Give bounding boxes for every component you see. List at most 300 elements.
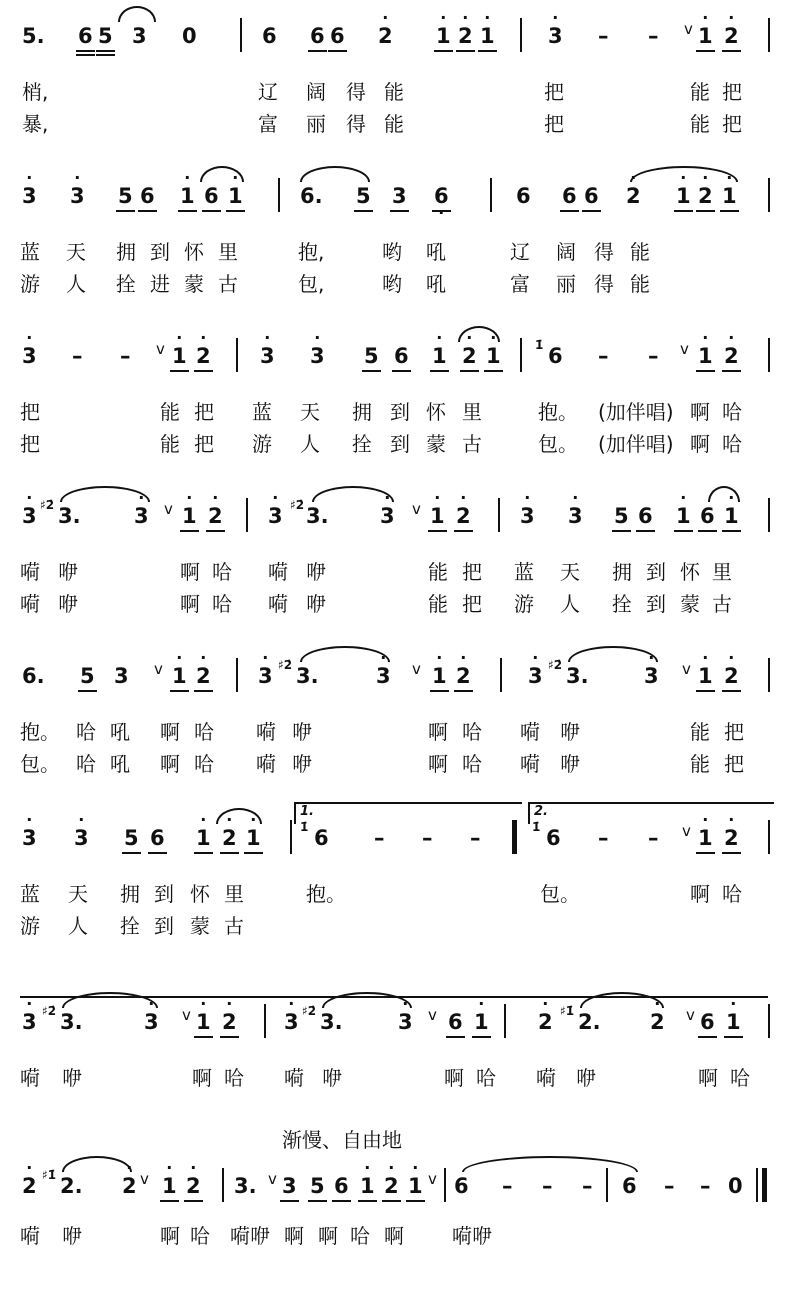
note-value: 3.: [566, 664, 589, 688]
lyric-syllable: 嗬咿: [452, 1224, 492, 1248]
lyric-syllable: 啊: [180, 592, 200, 616]
note-value: 5.: [22, 24, 45, 48]
duration-underline: [696, 852, 715, 854]
grace-note: 1̇: [535, 338, 544, 352]
note: [432, 648, 447, 688]
duration-underline: [194, 690, 213, 692]
lyric-syllable: 怀: [426, 400, 446, 424]
octave-dot-above: ·: [74, 168, 81, 187]
note: [376, 648, 391, 688]
lyric-syllable: 怀: [190, 882, 210, 906]
duration-underline: [78, 690, 97, 692]
octave-dot-above: ·: [460, 648, 467, 667]
note: [70, 168, 85, 208]
octave-dot-above: ·: [190, 1158, 197, 1177]
lyric-syllable: 咿: [62, 1224, 82, 1248]
note: [562, 184, 577, 208]
breath-mark: v: [682, 660, 691, 678]
note-value: 0: [728, 1174, 743, 1198]
note: [60, 1010, 83, 1034]
note: [724, 8, 739, 48]
octave-dot-above: ·: [702, 810, 709, 829]
lyric-syllable: 哈: [76, 752, 96, 776]
lyric-syllable: 游: [252, 432, 272, 456]
tie-slur: [580, 992, 664, 1013]
note: [208, 488, 223, 528]
duration-underline: [582, 210, 601, 212]
note-value: –: [598, 826, 609, 850]
duration-underline: [148, 852, 167, 854]
notation-row: [0, 10, 789, 60]
lyric-syllable: 哈: [350, 1224, 370, 1248]
octave-dot-above: ·: [26, 994, 33, 1013]
lyric-syllable: 拴: [612, 592, 632, 616]
note-value: –: [72, 344, 83, 368]
note: [72, 344, 83, 368]
note: [22, 664, 45, 688]
note-value: 2: [122, 1174, 137, 1198]
note: [700, 1010, 715, 1034]
note-value: 2: [196, 664, 211, 688]
note: [700, 504, 715, 528]
lyric-syllable: 把: [462, 560, 482, 584]
duration-underline: [612, 530, 631, 532]
note: [98, 24, 113, 48]
note: [300, 184, 323, 208]
note: [380, 488, 395, 528]
note-value: 6.: [300, 184, 323, 208]
duration-underline: [696, 370, 715, 372]
note: [384, 1158, 399, 1198]
duration-underline: [456, 50, 475, 52]
tie-slur: [568, 646, 658, 667]
octave-dot-above: ·: [264, 328, 271, 347]
note-value: 6: [454, 1174, 469, 1198]
grace-note: ♯1̇: [560, 1004, 575, 1018]
note-value: 2.: [60, 1174, 83, 1198]
note-value: 1: [436, 24, 451, 48]
note: [456, 648, 471, 688]
note: [364, 344, 379, 368]
note-value: 2: [724, 826, 739, 850]
lyric-syllable: 嗬咿: [230, 1224, 270, 1248]
lyric-syllable: 到: [154, 914, 174, 938]
note-value: 3: [310, 344, 325, 368]
note: [568, 488, 583, 528]
notation-row: [0, 490, 789, 540]
note: [58, 504, 81, 528]
lyric-syllable: 把: [194, 400, 214, 424]
lyric-syllable: 啊: [318, 1224, 338, 1248]
note-value: 3: [282, 1174, 297, 1198]
note-value: 1: [430, 504, 445, 528]
lyric-syllable: 哈: [190, 1224, 210, 1248]
bar-line: [490, 178, 492, 212]
note-value: 6: [622, 1174, 637, 1198]
lyric-syllable: 啊: [690, 400, 710, 424]
octave-dot-above: ·: [730, 994, 737, 1013]
lyric-syllable: 哈: [212, 592, 232, 616]
lyric-syllable: 蓝: [20, 240, 40, 264]
note-value: 3: [260, 344, 275, 368]
note: [566, 664, 589, 688]
duration-underline: [96, 50, 115, 52]
lyric-syllable: 蓝: [20, 882, 40, 906]
duration-underline: [160, 1200, 179, 1202]
duration-underline: [472, 1036, 491, 1038]
note: [626, 168, 641, 208]
octave-dot-above: ·: [436, 328, 443, 347]
duration-underline: [696, 50, 715, 52]
note: [196, 810, 211, 850]
note: [502, 1174, 513, 1198]
note: [196, 994, 211, 1034]
octave-dot-above: ·: [460, 488, 467, 507]
note-value: –: [470, 826, 481, 850]
note-value: –: [422, 826, 433, 850]
octave-dot-above: ·: [200, 810, 207, 829]
duration-underline: [358, 1200, 377, 1202]
duration-underline: [454, 690, 473, 692]
lyric-syllable: 拥: [116, 240, 136, 264]
duration-underline: [698, 1036, 717, 1038]
note: [486, 328, 501, 368]
note-value: 6: [700, 1010, 715, 1034]
note-value: 3.: [320, 1010, 343, 1034]
lyric-syllable: 咿: [292, 752, 312, 776]
tie-slur: [462, 1156, 638, 1172]
lyric-syllable: 人: [66, 272, 86, 296]
note: [584, 184, 599, 208]
note-value: 1: [722, 184, 737, 208]
duration-underline: [698, 530, 717, 532]
lyric-syllable: 哈: [722, 882, 742, 906]
duration-underline: [138, 210, 157, 212]
note: [330, 24, 345, 48]
note-value: 1: [196, 826, 211, 850]
lyric-syllable: 能: [690, 752, 710, 776]
note-value: 6: [310, 24, 325, 48]
note-value: 3: [548, 24, 563, 48]
note: [120, 344, 131, 368]
note: [724, 648, 739, 688]
lyric-syllable: 嗬: [520, 752, 540, 776]
lyric-syllable: 啊: [690, 432, 710, 456]
octave-dot-above: ·: [212, 488, 219, 507]
lyric-syllable: 拴: [352, 432, 372, 456]
lyric-syllable: 天: [66, 240, 86, 264]
lyric-syllable: 能: [428, 560, 448, 584]
bar-line: [444, 1168, 446, 1202]
tie-slur: [322, 992, 412, 1013]
note-value: 6: [584, 184, 599, 208]
note: [320, 1010, 343, 1034]
duration-underline: [194, 370, 213, 372]
note: [458, 8, 473, 48]
octave-dot-above: ·: [484, 8, 491, 27]
note: [542, 1174, 553, 1198]
note: [196, 328, 211, 368]
note: [676, 168, 691, 208]
note-value: 3.: [58, 504, 81, 528]
lyric-syllable: 古: [224, 914, 244, 938]
duration-underline: [722, 50, 741, 52]
lyric-syllable: 抱。: [306, 882, 346, 906]
lyric-syllable: 啊: [444, 1066, 464, 1090]
note-value: 1: [676, 184, 691, 208]
lyric-syllable: 把: [722, 112, 742, 136]
note-value: 1: [698, 24, 713, 48]
duration-underline: [636, 530, 655, 532]
tie-slur: [300, 646, 390, 667]
note-value: 5: [80, 664, 95, 688]
note: [698, 648, 713, 688]
note: [134, 488, 149, 528]
lyric-syllable: 吼: [110, 752, 130, 776]
note-value: 6: [140, 184, 155, 208]
note: [140, 184, 155, 208]
note: [728, 1174, 743, 1198]
octave-dot-above: ·: [288, 994, 295, 1013]
duration-underline: [722, 852, 741, 854]
duration-underline: [432, 210, 451, 212]
lyric-line: [0, 716, 789, 746]
note: [456, 488, 471, 528]
note: [722, 168, 737, 208]
lyric-syllable: 能: [630, 272, 650, 296]
note-value: 3: [528, 664, 543, 688]
lyric-line: [0, 1220, 789, 1250]
duration-underline: [460, 370, 479, 372]
note: [228, 168, 243, 208]
tempo-marking: 渐慢、自由地: [282, 1128, 402, 1152]
bar-line: [246, 498, 248, 532]
lyric-syllable: 到: [646, 560, 666, 584]
breath-mark: v: [682, 822, 691, 840]
note-value: 6: [314, 826, 329, 850]
octave-dot-above: ·: [434, 488, 441, 507]
lyric-syllable: 能: [630, 240, 650, 264]
lyric-syllable: 啊: [160, 720, 180, 744]
lyric-syllable: 丽: [556, 272, 576, 296]
note: [436, 8, 451, 48]
note: [724, 328, 739, 368]
note-value: 1: [432, 344, 447, 368]
note: [546, 826, 561, 850]
note: [462, 328, 477, 368]
note-value: 1: [360, 1174, 375, 1198]
duration-underline: [170, 370, 189, 372]
note: [186, 1158, 201, 1198]
lyric-syllable: 古: [218, 272, 238, 296]
note-value: 3: [376, 664, 391, 688]
notation-row: [0, 996, 789, 1046]
lyric-line: [0, 396, 789, 426]
note: [310, 328, 325, 368]
duration-underline: [76, 54, 95, 56]
note-value: 2: [698, 184, 713, 208]
duration-underline: [328, 50, 347, 52]
lyric-syllable: 把: [544, 112, 564, 136]
lyric-syllable: 啊: [284, 1224, 304, 1248]
lyric-syllable: 蓝: [252, 400, 272, 424]
note: [310, 24, 325, 48]
octave-dot-above: ·: [462, 8, 469, 27]
duration-underline: [220, 852, 239, 854]
duration-underline: [390, 210, 409, 212]
lyric-syllable: 抱。: [538, 400, 578, 424]
note: [454, 1174, 469, 1198]
score-system: [0, 996, 789, 1126]
lyric-syllable: 嗬: [20, 592, 40, 616]
lyric-syllable: 嗬: [20, 1224, 40, 1248]
bar-line: [520, 338, 522, 372]
note-value: 1: [676, 504, 691, 528]
note: [726, 994, 741, 1034]
note-value: 6: [448, 1010, 463, 1034]
note: [182, 24, 197, 48]
note: [180, 168, 195, 208]
duration-underline: [484, 370, 503, 372]
grace-note: ♯2̇: [40, 498, 55, 512]
octave-dot-above: ·: [680, 488, 687, 507]
note: [144, 994, 159, 1034]
lyric-syllable: 富: [258, 112, 278, 136]
note: [422, 826, 433, 850]
note-value: 1: [196, 1010, 211, 1034]
duration-underline: [220, 1036, 239, 1038]
lyric-syllable: 人: [560, 592, 580, 616]
octave-dot-above: ·: [226, 810, 233, 829]
note-value: 1: [726, 1010, 741, 1034]
note: [516, 184, 531, 208]
note: [392, 184, 407, 208]
note-value: 1: [172, 344, 187, 368]
octave-dot-above: ·: [226, 994, 233, 1013]
duration-underline: [722, 370, 741, 372]
note: [650, 994, 665, 1034]
repeat-end-bar: [512, 820, 517, 854]
note-value: 3: [520, 504, 535, 528]
note-value: 3: [568, 504, 583, 528]
lyric-line: [0, 428, 789, 458]
grace-note: ♯2̇: [42, 1004, 57, 1018]
lyric-syllable: 咿: [560, 752, 580, 776]
duration-underline: [280, 1200, 299, 1202]
bar-line: [498, 498, 500, 532]
lyric-syllable: 人: [68, 914, 88, 938]
note-value: 5: [310, 1174, 325, 1198]
note-value: 3.: [60, 1010, 83, 1034]
final-bar-thin: [756, 1168, 758, 1202]
note: [196, 648, 211, 688]
duration-underline: [202, 210, 221, 212]
octave-dot-above: ·: [542, 994, 549, 1013]
section-divider: [20, 996, 768, 998]
note: [644, 648, 659, 688]
lyric-syllable: 梢,: [22, 80, 49, 104]
lyric-syllable: 哈: [194, 752, 214, 776]
note: [648, 344, 659, 368]
note-value: 1: [486, 344, 501, 368]
note-value: 3: [380, 504, 395, 528]
note: [360, 1158, 375, 1198]
duration-underline: [724, 1036, 743, 1038]
note-value: 2: [222, 826, 237, 850]
duration-underline: [170, 690, 189, 692]
octave-dot-above: ·: [380, 648, 387, 667]
notation-row: [0, 170, 789, 220]
note: [182, 488, 197, 528]
note-value: 6: [204, 184, 219, 208]
note-value: 6: [334, 1174, 349, 1198]
octave-dot-above: ·: [272, 488, 279, 507]
octave-dot-above: ·: [490, 328, 497, 347]
breath-mark: v: [412, 660, 421, 678]
note-value: 3: [74, 826, 89, 850]
note: [470, 826, 481, 850]
lyric-syllable: 啊: [160, 752, 180, 776]
lyric-syllable: 把: [724, 720, 744, 744]
lyric-syllable: 咿: [306, 592, 326, 616]
lyric-syllable: 嗬: [284, 1066, 304, 1090]
note: [258, 648, 273, 688]
note-value: 2: [724, 344, 739, 368]
note: [80, 664, 95, 688]
note-value: 3.: [296, 664, 319, 688]
note-value: 6: [394, 344, 409, 368]
lyric-syllable: 把: [194, 432, 214, 456]
lyric-syllable: 哈: [76, 720, 96, 744]
lyric-syllable: 到: [390, 400, 410, 424]
note: [162, 1158, 177, 1198]
tie-slur: [708, 486, 740, 507]
lyric-syllable: 嗬: [268, 560, 288, 584]
lyric-syllable: (加伴唱): [598, 432, 674, 456]
lyric-syllable: 蓝: [514, 560, 534, 584]
note: [578, 1010, 601, 1034]
bar-line: [290, 820, 292, 854]
lyric-syllable: 嗬: [268, 592, 288, 616]
octave-dot-above: ·: [702, 328, 709, 347]
note: [398, 994, 413, 1034]
duration-underline: [184, 1200, 203, 1202]
breath-mark: v: [428, 1006, 437, 1024]
bar-line: [768, 18, 770, 52]
lyric-syllable: 把: [20, 432, 40, 456]
note: [74, 810, 89, 850]
lyric-syllable: 古: [712, 592, 732, 616]
bar-line: [222, 1168, 224, 1202]
octave-dot-above: ·: [26, 168, 33, 187]
note-value: 6: [700, 504, 715, 528]
note-value: 1: [698, 826, 713, 850]
note-value: 3.: [306, 504, 329, 528]
note: [598, 344, 609, 368]
note-value: 2: [378, 24, 393, 48]
note-value: 6: [434, 184, 449, 208]
note: [598, 24, 609, 48]
note-value: –: [664, 1174, 675, 1198]
note: [698, 168, 713, 208]
lyric-line: [0, 236, 789, 266]
octave-dot-above: ·: [250, 810, 257, 829]
lyric-syllable: 哈: [722, 432, 742, 456]
note: [356, 184, 371, 208]
lyric-syllable: 人: [300, 432, 320, 456]
lyric-syllable: 哈: [722, 400, 742, 424]
duration-underline: [122, 852, 141, 854]
